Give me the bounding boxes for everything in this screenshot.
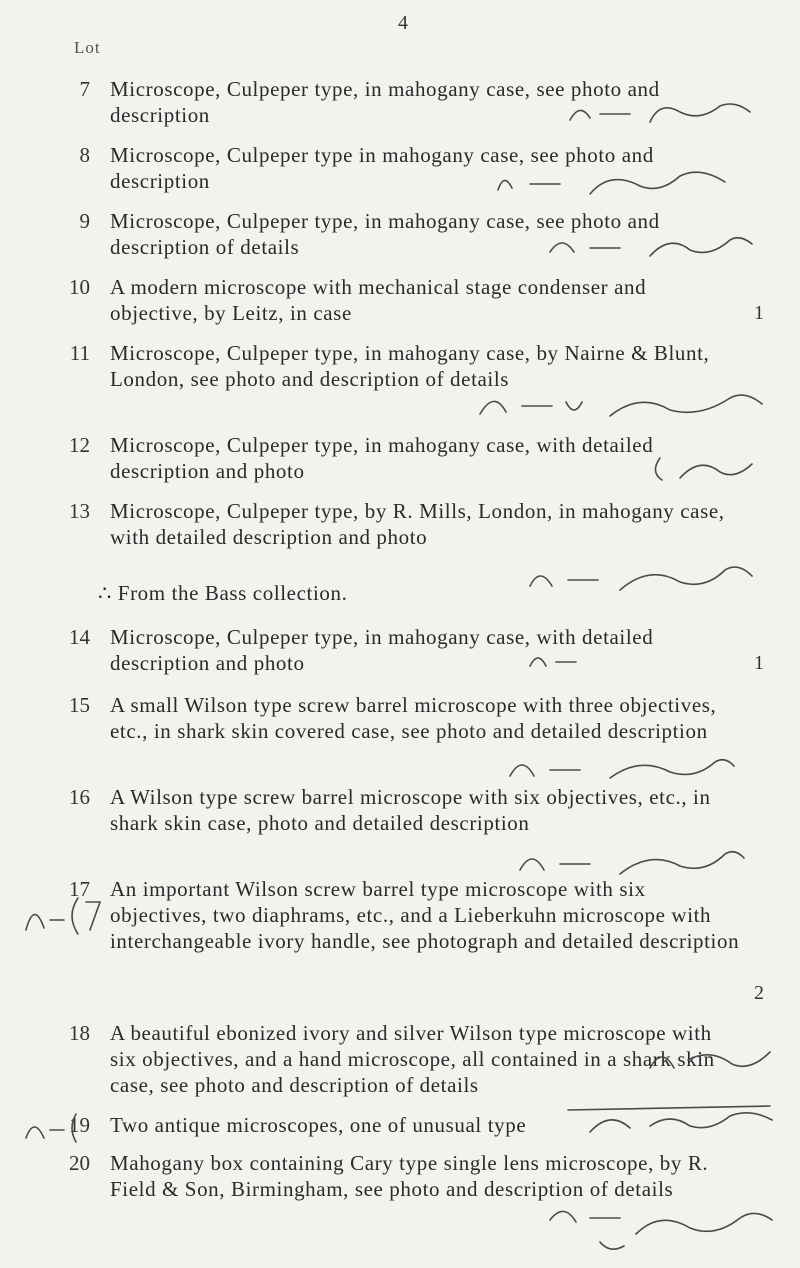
handwritten-price-mark: [540, 226, 760, 266]
lot-number: 10: [69, 275, 90, 299]
lot-number: 18: [69, 1021, 90, 1045]
lot-number: 11: [69, 341, 90, 365]
lot-number: 15: [69, 693, 90, 717]
lot-number: 17: [69, 877, 90, 901]
quantity-mark: 1: [754, 302, 764, 324]
handwritten-price-mark: [640, 1040, 780, 1080]
lot-description: A small Wilson type screw barrel microscope with three objectives, etc., in shark skin covered case, see photo and detailed description: [110, 693, 717, 743]
handwritten-price-mark: [520, 556, 760, 600]
lot-description: A Wilson type screw barrel microscope with six objectives, etc., in shark skin case, photo and detailed description: [110, 785, 711, 835]
handwritten-price-mark: [490, 160, 740, 202]
lot-number: 12: [69, 433, 90, 457]
lot-number: 19: [69, 1113, 90, 1137]
handwritten-margin-mark: [20, 890, 108, 940]
handwritten-price-mark: [510, 840, 750, 884]
lot-description: An important Wilson screw barrel type microscope with six objectives, two diaphrams, etc., and a Lieberkuhn microscope with interchangeable ivory handle, see photograph and detailed description: [110, 877, 740, 953]
lot-number: 7: [79, 77, 90, 101]
handwritten-price-mark: [500, 746, 740, 790]
lot-number: 9: [79, 209, 90, 233]
quantity-mark: 1: [754, 652, 764, 674]
lot-description: Microscope, Culpeper type, by R. Mills, London, in mahogany case, with detailed description and photo: [110, 499, 725, 549]
lot-number: 8: [79, 143, 90, 167]
lot-description: A beautiful ebonized ivory and silver Wilson type microscope with six objectives, and a hand microscope, all contained in a shark skin case, see photo and description of details: [110, 1021, 715, 1097]
lot-number: 13: [69, 499, 90, 523]
handwritten-price-mark: [540, 1198, 780, 1258]
quantity-mark: 2: [754, 982, 764, 1004]
lot-description: Mahogany box containing Cary type single lens microscope, by R. Field & Son, Birmingham, see photo and description of details: [110, 1151, 709, 1201]
handwritten-price-mark: [560, 1096, 780, 1140]
lot-description: Two antique microscopes, one of unusual type: [110, 1113, 527, 1137]
lot-number: 16: [69, 785, 90, 809]
lot-description: Microscope, Culpeper type, in mahogany case, with detailed description and photo: [110, 625, 654, 675]
lot-description: Microscope, Culpeper type in mahogany case, see photo and description: [110, 143, 654, 193]
lot-number: 20: [69, 1151, 90, 1175]
lot-description: Microscope, Culpeper type, in mahogany case, by Nairne & Blunt, London, see photo and description of details: [110, 341, 710, 391]
handwritten-price-mark: [560, 92, 760, 132]
column-header-lot: Lot: [74, 38, 101, 57]
lot-number: 14: [69, 625, 90, 649]
lot-description: Microscope, Culpeper type, in mahogany case, with detailed description and photo: [110, 433, 654, 483]
page-number: 4: [398, 12, 408, 34]
handwritten-margin-mark: [20, 1108, 108, 1148]
lot-description: Microscope, Culpeper type, in mahogany case, see photo and description: [110, 77, 660, 127]
handwritten-price-mark: [470, 382, 770, 426]
handwritten-price-mark: [522, 644, 582, 674]
provenance-note: ∴ From the Bass collection.: [98, 581, 348, 605]
lot-description: Microscope, Culpeper type, in mahogany case, see photo and description of details: [110, 209, 660, 259]
handwritten-price-mark: [640, 448, 760, 488]
lot-description: A modern microscope with mechanical stage condenser and objective, by Leitz, in case: [110, 275, 647, 325]
